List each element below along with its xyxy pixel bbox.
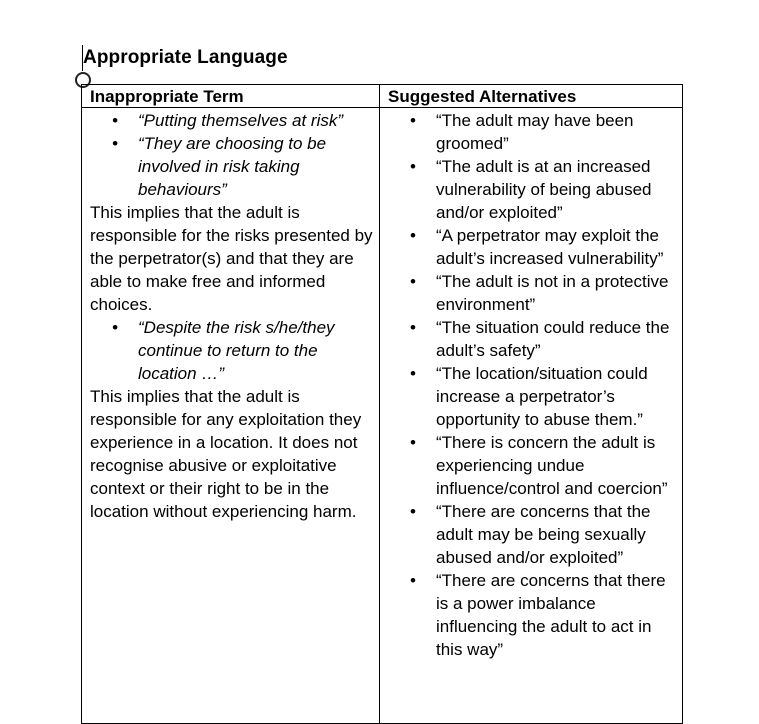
explanation-paragraph: This implies that the adult is responsible for any exploitation they experience in a location. It does not recognise abusive or exploitative context or their right to be in the location without experiencing harm. — [90, 387, 362, 521]
language-table — [81, 84, 683, 724]
inappropriate-terms-list-1 — [90, 109, 373, 201]
page-title: Appropriate Language — [83, 47, 288, 68]
list-item: • “The adult is not in a protective environment” — [388, 270, 678, 316]
list-item: • “Putting themselves at risk” — [90, 109, 373, 132]
explanation-paragraph: This implies that the adult is responsible for the risks presented by the perpetrator(s) and that they are able to make free and informed choices. — [90, 203, 373, 314]
header-suggested-alternatives: Suggested Alternatives — [388, 87, 577, 106]
list-item: • “The adult may have been groomed” — [388, 109, 678, 155]
header-inappropriate-term: Inappropriate Term — [90, 87, 244, 106]
list-item: • “The adult is at an increased vulnerability of being abused and/or exploited” — [388, 155, 678, 224]
list-item: • “They are choosing to be involved in risk taking behaviours” — [90, 132, 373, 201]
alternatives-list — [388, 109, 678, 661]
column-divider — [379, 85, 380, 723]
list-item: • “A perpetrator may exploit the adult’s increased vulnerability” — [388, 224, 678, 270]
list-item: • “There is concern the adult is experiencing undue influence/control and coercion” — [388, 431, 678, 500]
list-item: • “The situation could reduce the adult’s safety” — [388, 316, 678, 362]
list-item: • “There are concerns that there is a power imbalance influencing the adult to act in this way” — [388, 569, 678, 661]
list-item: • “Despite the risk s/he/they continue to return to the location …” — [90, 316, 373, 385]
list-item: • “The location/situation could increase a perpetrator’s opportunity to abuse them.” — [388, 362, 678, 431]
list-item: • “There are concerns that the adult may be being sexually abused and/or exploited” — [388, 500, 678, 569]
inappropriate-term-cell — [90, 109, 373, 523]
suggested-alternatives-cell — [388, 109, 678, 661]
inappropriate-terms-list-2 — [90, 316, 373, 385]
header-divider — [82, 107, 682, 108]
